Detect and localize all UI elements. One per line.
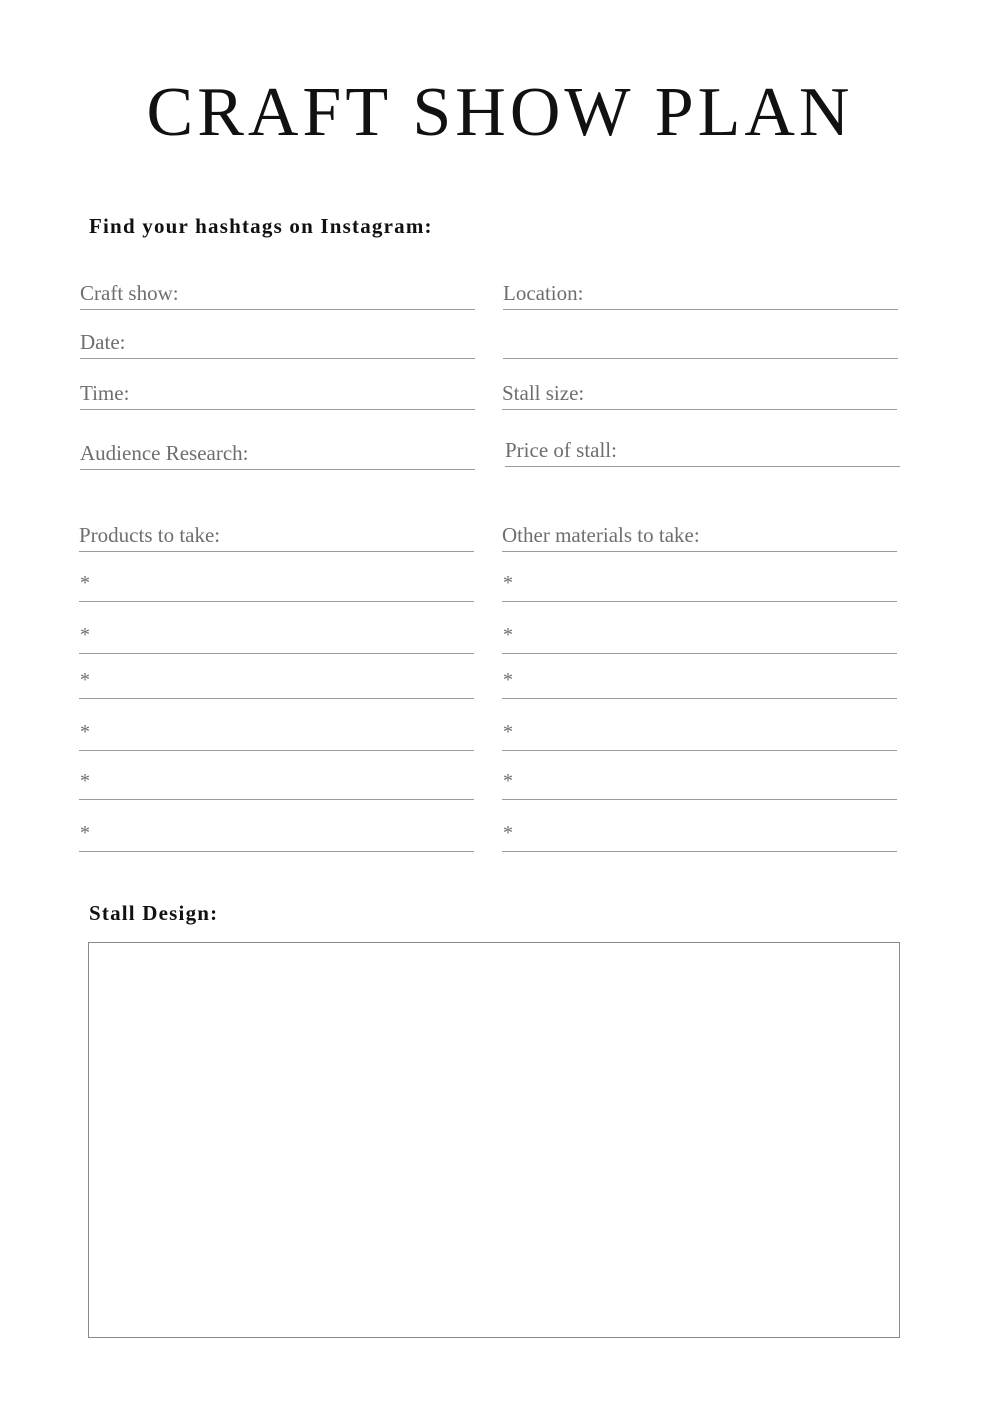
product-item-2[interactable]: [79, 623, 474, 654]
location-label: Location:: [503, 281, 584, 305]
material-item-5[interactable]: [502, 769, 897, 800]
material-item-6[interactable]: [502, 821, 897, 852]
craft-show-label: Craft show:: [80, 281, 179, 305]
bullet: *: [80, 572, 90, 594]
hashtags-heading: Find your hashtags on Instagram:: [89, 214, 433, 238]
audience-research-label: Audience Research:: [80, 441, 249, 465]
products-heading: [79, 521, 474, 552]
other-materials-heading: [502, 521, 897, 552]
location-field-line-2[interactable]: [503, 328, 898, 359]
bullet: *: [80, 669, 90, 691]
material-item-1[interactable]: [502, 571, 897, 602]
time-label: Time:: [80, 381, 130, 405]
audience-research-field[interactable]: [80, 439, 475, 470]
bullet: *: [503, 721, 513, 743]
bullet: *: [80, 770, 90, 792]
location-field[interactable]: [503, 279, 898, 310]
product-item-6[interactable]: [79, 821, 474, 852]
material-item-4[interactable]: [502, 720, 897, 751]
page-title: CRAFT SHOW PLAN: [146, 74, 854, 151]
material-item-2[interactable]: [502, 623, 897, 654]
product-item-5[interactable]: [79, 769, 474, 800]
date-label: Date:: [80, 330, 126, 354]
stall-size-field[interactable]: [502, 379, 897, 410]
products-heading-label: Products to take:: [79, 523, 221, 547]
bullet: *: [503, 770, 513, 792]
date-field[interactable]: [80, 328, 475, 359]
product-item-4[interactable]: [79, 720, 474, 751]
stall-design-box[interactable]: [88, 942, 900, 1338]
other-materials-heading-label: Other materials to take:: [502, 523, 700, 547]
price-of-stall-field[interactable]: [505, 436, 900, 467]
bullet: *: [80, 624, 90, 646]
stall-design-heading: Stall Design:: [89, 901, 219, 925]
craft-show-field[interactable]: [80, 279, 475, 310]
bullet: *: [503, 822, 513, 844]
product-item-3[interactable]: [79, 668, 474, 699]
stall-size-label: Stall size:: [502, 381, 585, 405]
bullet: *: [80, 721, 90, 743]
bullet: *: [503, 572, 513, 594]
time-field[interactable]: [80, 379, 475, 410]
material-item-3[interactable]: [502, 668, 897, 699]
bullet: *: [503, 624, 513, 646]
bullet: *: [503, 669, 513, 691]
bullet: *: [80, 822, 90, 844]
product-item-1[interactable]: [79, 571, 474, 602]
price-of-stall-label: Price of stall:: [505, 438, 617, 462]
